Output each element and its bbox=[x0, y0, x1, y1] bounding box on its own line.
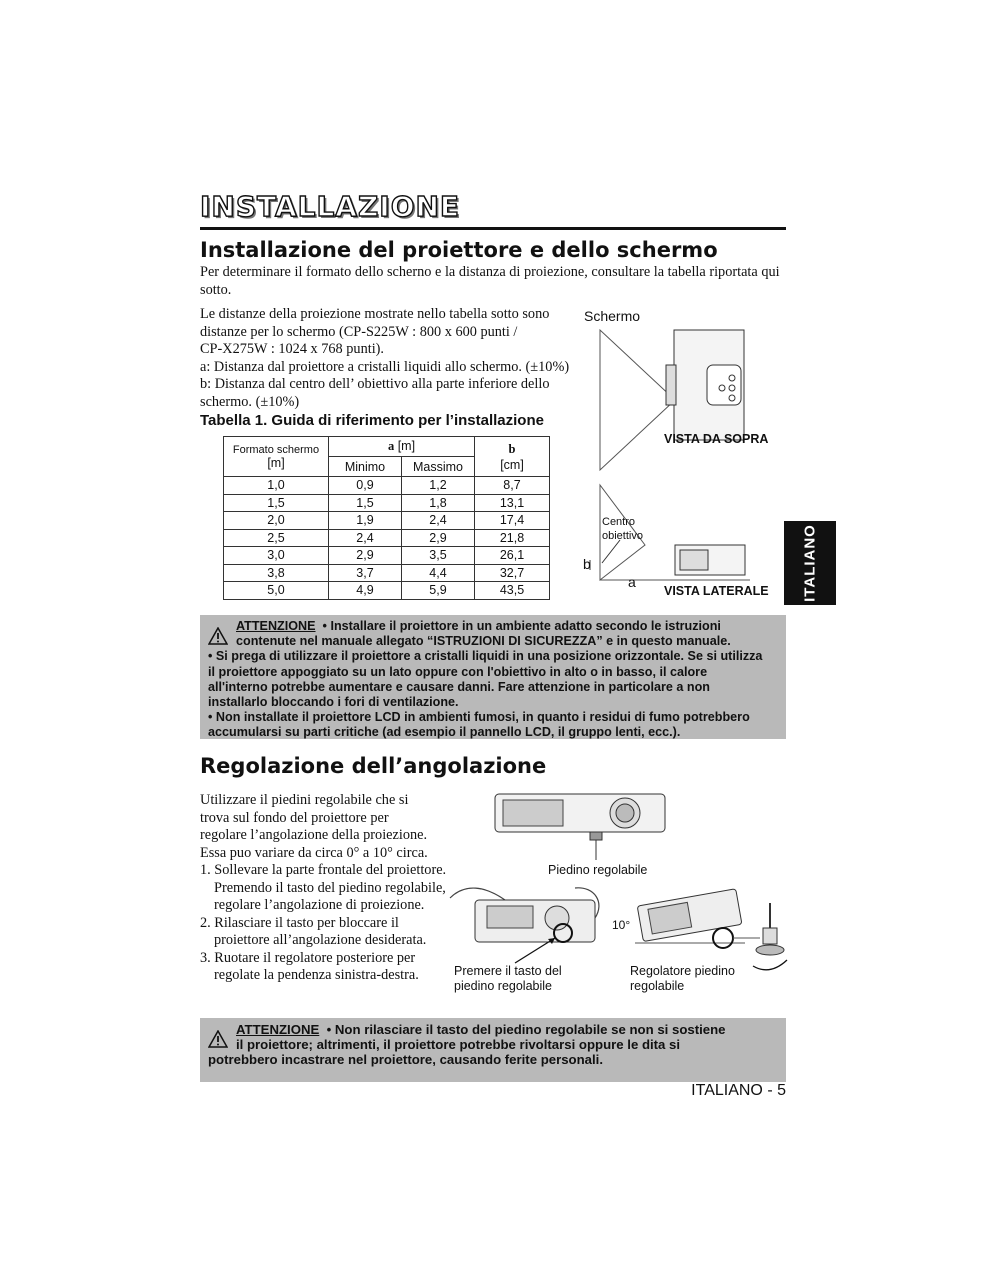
distance-notes bbox=[200, 306, 580, 411]
warning-line: potrebbero incastrare nel proiettore, causando ferite personali. bbox=[208, 1052, 603, 1068]
cell: 4,9 bbox=[329, 582, 402, 600]
cell: 2,0 bbox=[224, 512, 329, 530]
distance-note-line: a: Distanza dal proiettore a cristalli liquidi allo schermo. (±10%) bbox=[200, 358, 570, 375]
section-heading-installation: Installazione del proiettore e dello schermo bbox=[200, 238, 718, 262]
section-intro: Per determinare il formato dello scherno e la distanza di proiezione, consultare la tabella riportata qui sotto. bbox=[200, 264, 780, 298]
projector-lens-top bbox=[666, 365, 676, 405]
warning-line: il proiettore appoggiato su un lato oppure con l'obiettivo in alto o in basso, il calore bbox=[208, 664, 708, 679]
cell: 1,9 bbox=[329, 512, 402, 530]
a-label: a bbox=[628, 574, 636, 590]
distance-note-line: b: Distanza dal centro dell’ obiettivo alla parte inferiore dello bbox=[200, 376, 550, 392]
intro-line: Essa puo variare da circa 0° a 10° circa. bbox=[200, 844, 428, 861]
press-label-1: Premere il tasto del bbox=[454, 964, 562, 978]
adjuster-label-1: Regolatore piedino bbox=[630, 964, 735, 978]
cell: 2,9 bbox=[402, 529, 475, 547]
cell: 8,7 bbox=[475, 477, 550, 495]
control-panel bbox=[707, 365, 741, 405]
table-row bbox=[224, 529, 550, 547]
language-tab-label: ITALIANO bbox=[801, 524, 819, 602]
distance-note-line: Le distanze della proiezione mostrate nello tabella sotto sono bbox=[200, 306, 550, 322]
adjuster-foot bbox=[590, 832, 602, 840]
cell: 2,4 bbox=[329, 529, 402, 547]
adjuster-label-2: regolabile bbox=[630, 979, 685, 993]
side-view-label: VISTA LATERALE bbox=[664, 584, 769, 598]
cell: 3,5 bbox=[402, 547, 475, 565]
header-b-unit: [cm] bbox=[500, 457, 524, 472]
warning-line: accumularsi su parti critiche (ad esempio il pannello LCD, il gruppo lenti, ecc.). bbox=[208, 725, 681, 740]
warning-line: all'interno potrebbe aumentare e causare danni. Fare attenzione in particolare a non bbox=[208, 679, 710, 694]
table-row bbox=[224, 512, 550, 530]
warning-box-installation bbox=[200, 615, 786, 739]
warning-line: • Non installate il proiettore LCD in ambienti fumosi, in quanto i residui di fumo potrebbero bbox=[208, 710, 750, 725]
cell: 1,5 bbox=[224, 494, 329, 512]
header-a-label: a bbox=[387, 439, 395, 453]
header-a bbox=[329, 437, 475, 457]
intro-line: regolare l’angolazione della proiezione. bbox=[200, 827, 428, 843]
table-row bbox=[224, 564, 550, 582]
warning-icon bbox=[208, 627, 228, 645]
press-label-2: piedino regolabile bbox=[454, 979, 552, 993]
b-label: b bbox=[583, 556, 591, 572]
distance-note-line: distanze per lo schermo (CP-S225W : 800 x 600 punti / bbox=[200, 323, 518, 340]
warning-icon bbox=[208, 1030, 228, 1048]
distance-note-line: CP-X275W : 1024 x 768 punti). bbox=[200, 341, 385, 357]
cell: 13,1 bbox=[475, 494, 550, 512]
header-max: Massimo bbox=[402, 457, 475, 477]
step-item: 2. Rilasciare il tasto per bloccare il proiettore all’angolazione desiderata. bbox=[200, 914, 427, 948]
cell: 3,0 bbox=[224, 547, 329, 565]
header-a-unit: [m] bbox=[397, 439, 416, 453]
distance-note-line: schermo. (±10%) bbox=[200, 393, 300, 410]
cell: 1,8 bbox=[402, 494, 475, 512]
cell: 5,9 bbox=[402, 582, 475, 600]
section-heading-angle: Regolazione dell’angolazione bbox=[200, 754, 547, 778]
title-rule bbox=[200, 227, 786, 230]
warning-line: il proiettore; altrimenti, il proiettore potrebbe rivoltarsi oppure le dita si bbox=[236, 1037, 681, 1053]
header-min: Minimo bbox=[329, 457, 402, 477]
cell: 2,9 bbox=[329, 547, 402, 565]
header-formato bbox=[224, 437, 329, 477]
cell: 5,0 bbox=[224, 582, 329, 600]
cell: 26,1 bbox=[475, 547, 550, 565]
cell: 17,4 bbox=[475, 512, 550, 530]
cell: 2,5 bbox=[224, 529, 329, 547]
cell: 43,5 bbox=[475, 582, 550, 600]
step-item: 3. Ruotare il regolatore posteriore per regolate la pendenza sinistra-destra. bbox=[200, 949, 419, 983]
header-b bbox=[475, 437, 550, 477]
cell: 3,8 bbox=[224, 564, 329, 582]
foot-label: Piedino regolabile bbox=[548, 863, 648, 877]
cell: 1,5 bbox=[329, 494, 402, 512]
warning-line: • Non rilasciare il tasto del piedino regolabile se non si sostiene bbox=[326, 1022, 726, 1037]
angle-instructions bbox=[200, 792, 450, 985]
page-footer: ITALIANO - 5 bbox=[691, 1082, 786, 1099]
header-formato-unit: [m] bbox=[267, 455, 285, 470]
cell: 32,7 bbox=[475, 564, 550, 582]
intro-line: trova sul fondo del proiettore per bbox=[200, 809, 389, 826]
installation-diagram bbox=[580, 300, 780, 600]
cell: 1,2 bbox=[402, 477, 475, 495]
page-title: INSTALLAZIONE bbox=[200, 190, 461, 223]
header-formato-label: Formato schermo bbox=[232, 443, 320, 456]
warning-line: installarlo bloccando i fori di ventilazione. bbox=[208, 695, 459, 710]
warning-title: ATTENZIONE bbox=[236, 619, 316, 633]
top-view-label: VISTA DA SOPRA bbox=[664, 432, 769, 446]
table-title: Tabella 1. Guida di riferimento per l’installazione bbox=[200, 412, 544, 429]
table-row bbox=[224, 582, 550, 600]
cell: 2,4 bbox=[402, 512, 475, 530]
table-row bbox=[224, 477, 550, 495]
warning-line: • Si prega di utilizzare il proiettore a cristalli liquidi in una posizione orizzontale. Se si utilizza bbox=[208, 649, 763, 664]
warning-box-angle bbox=[200, 1018, 786, 1082]
rear-adjuster bbox=[763, 928, 777, 944]
cell: 1,0 bbox=[224, 477, 329, 495]
warning-title: ATTENZIONE bbox=[236, 1022, 320, 1037]
warning-line: • Installare il proiettore in un ambiente adatto secondo le istruzioni bbox=[322, 619, 721, 633]
lens-center-label-2: obiettivo bbox=[602, 530, 643, 542]
reference-table bbox=[223, 436, 550, 600]
lens-center-label-1: Centro bbox=[602, 516, 636, 528]
intro-line: Utilizzare il piedini regolabile che si bbox=[200, 792, 409, 808]
projection-cone-top bbox=[600, 330, 675, 470]
header-b-label: b bbox=[508, 441, 516, 456]
step-item: 1. Sollevare la parte frontale del proiettore. Premendo il tasto del piedino regolabile, regolare l’angolazione di proiezione. bbox=[200, 862, 447, 913]
cell: 3,7 bbox=[329, 564, 402, 582]
warning-line: contenute nel manuale allegato “ISTRUZIONI DI SICUREZZA” e in questo manuale. bbox=[236, 634, 731, 649]
table-row bbox=[224, 547, 550, 565]
table-row bbox=[224, 494, 550, 512]
language-tab bbox=[784, 521, 836, 605]
cell: 21,8 bbox=[475, 529, 550, 547]
cell: 0,9 bbox=[329, 477, 402, 495]
screen-label: Schermo bbox=[584, 308, 641, 324]
angle-label: 10° bbox=[612, 918, 631, 932]
cell: 4,4 bbox=[402, 564, 475, 582]
